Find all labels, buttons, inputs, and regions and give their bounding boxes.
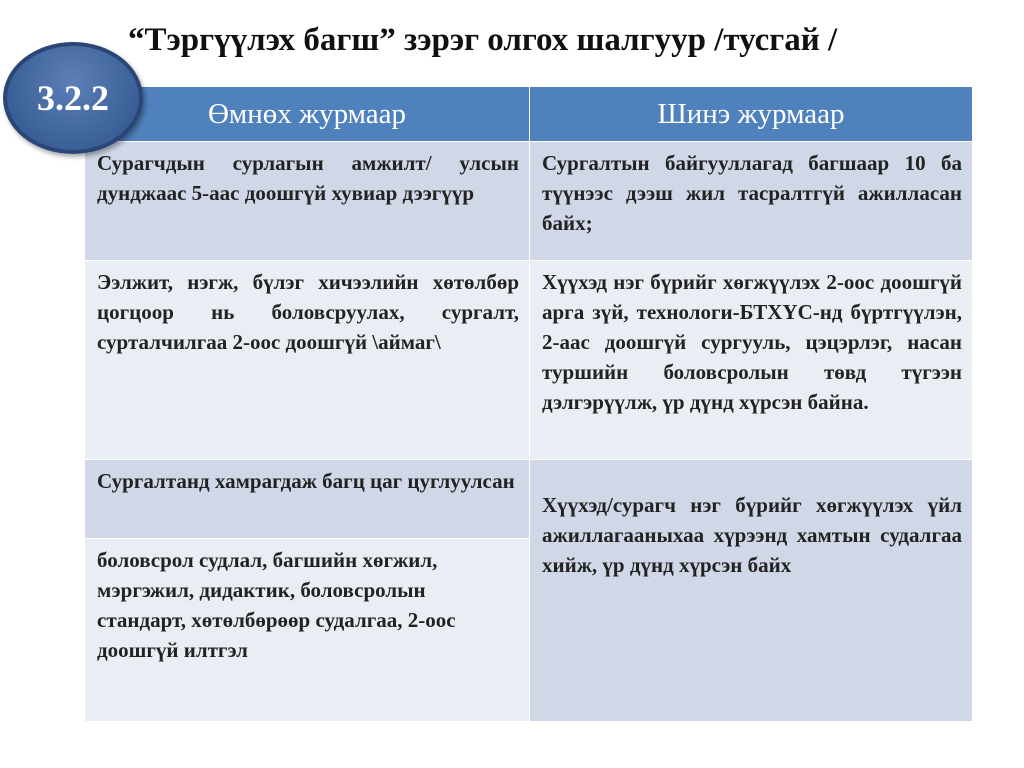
section-number-badge xyxy=(3,42,143,154)
new-rule-cell: Сургалтын байгууллагад багшаар 10 ба түүнээс дээш жил тасралтгүй ажилласан байх; xyxy=(530,142,973,261)
old-rule-cell: Ээлжит, нэгж, бүлэг хичээлийн хөтөлбөр цогцоор нь боловсруулах, сургалт, сурталчилгаа 2-оос доошгүй \аймаг\ xyxy=(85,261,530,460)
badge-label: 3.2.2 xyxy=(37,78,109,118)
header-old-rules: Өмнөх журмаар xyxy=(85,87,530,142)
new-rule-cell: Хүүхэд/сурагч нэг бүрийг хөгжүүлэх үйл ажиллагааныхаа хүрээнд хамтын судалгаа хийж, үр дүнд хүрсэн байх xyxy=(530,460,973,722)
old-rule-cell: боловсрол судлал, багшийн хөгжил, мэргэжил, дидактик, боловсролын стандарт, хөтөлбөрөөр судалгаа, 2-оос доошгүй илтгэл xyxy=(85,539,530,722)
header-new-rules: Шинэ журмаар xyxy=(530,87,973,142)
table-row xyxy=(85,142,973,261)
old-rule-cell: Сургалтанд хамрагдаж багц цаг цуглуулсан xyxy=(85,460,530,539)
table-row xyxy=(85,261,973,460)
new-rule-cell: Хүүхэд нэг бүрийг хөгжүүлэх 2-оос доошгүй арга зүй, технологи-БТХҮС-нд бүртгүүлэн, 2-аас доошгүй сургууль, цэцэрлэг, насан туршийн боловсролын төвд түгээн дэлгэрүүлж, үр дүнд хүрсэн байна. xyxy=(530,261,973,460)
slide-title: “Тэргүүлэх багш” зэрэг олгох шалгуур /тусгай / xyxy=(128,22,838,58)
comparison-table xyxy=(84,86,973,722)
table-header-row xyxy=(85,87,973,142)
old-rule-cell: Сурагчдын сурлагын амжилт/ улсын дунджаас 5-аас доошгүй хувиар дээгүүр xyxy=(85,142,530,261)
table-row xyxy=(85,460,973,539)
